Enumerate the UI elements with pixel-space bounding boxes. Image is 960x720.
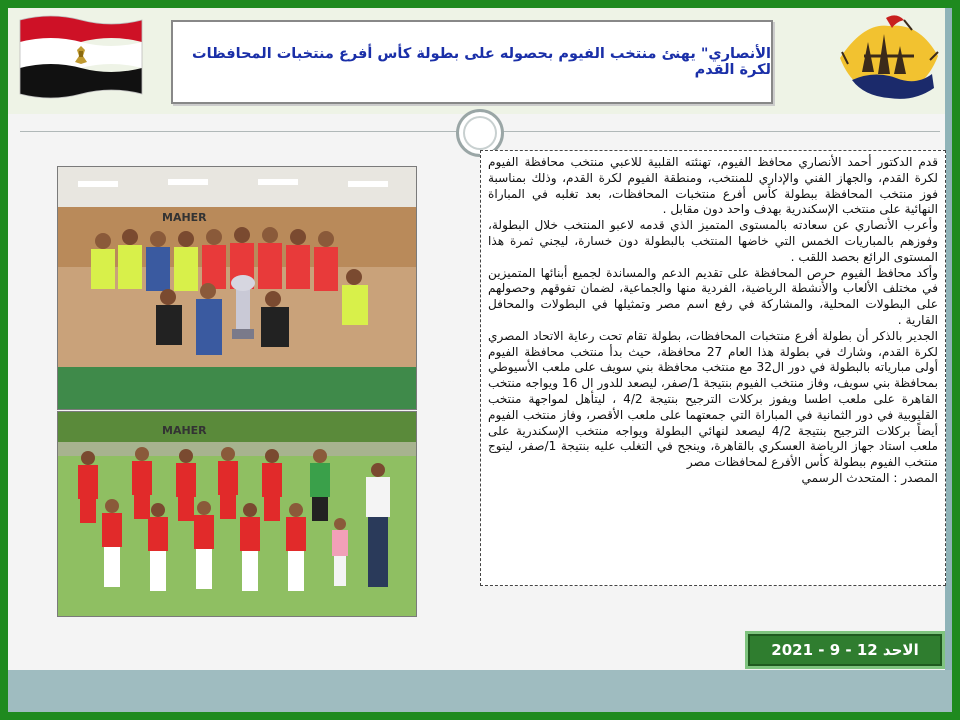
fayoum-governorate-logo-icon <box>834 12 944 104</box>
date-badge <box>745 631 945 669</box>
headline: الأنصاري" يهنئ منتخب الفيوم بحصوله على بطولة كأس أفرع منتخبات المحافظات لكرة القدم <box>192 46 771 78</box>
date-text: الاحد 12 - 9 - 2021 <box>771 641 919 659</box>
article-paragraph: الجدير بالذكر أن بطولة أفرع منتخبات المحافظات، بطولة تقام تحت رعاية الاتحاد المصري لكرة القدم، وشارك في بطولة هذا العام 27 محافظة، حيث بدأ منتخب محافظة الفيوم أولى مبارياته بالبطولة في دور ال32 مع منتخب محافظة بني سويف على ملعب الأسيوطي بمحافظة بني سويف، وفاز منتخب الفيوم بنتيجة 1/صفر، ليصعد للدور ال 16 ويواجه منتخب القاهرة على ملعب اطسا ويفوز بركلات الترجيح بنتيجة 4/2 ، ليتأهل لمواجهة منتخب القليوبية في دور الثمانية في المباراة التي جمعتهما على ملعب الأقصر، وفاز منتخب الفيوم أيضاً بركلات الترجيح بنتيجة 4/2 ليصعد لنهائي البطولة ويواجه منتخب الإسكندرية على ملعب استاد جهاز الرياضة العسكري بالقاهرة، وينجح في التغلب عليه بنتيجة 1/صفر، ليتوج منتخب الفيوم ببطولة كأس الأفرع لمحافظات مصر <box>488 328 939 470</box>
article-paragraph: وأعرب الأنصاري عن سعادته بالمستوى المتميز الذي قدمه لاعبو المنتخب خلال البطولة، وفوزهم بالمباريات الخمس التي خاضها المنتخب بالبطولة دون خسارة، ليجني ثمرة هذا المستوى الرائع بحصد اللقب . <box>488 218 938 264</box>
egypt-flag-icon <box>16 12 146 102</box>
headline-box <box>171 20 773 104</box>
side-band <box>945 8 952 712</box>
article-paragraph: وأكد محافظ الفيوم حرص المحافظة على تقديم الدعم والمساندة لجميع أبنائها المتميزين في مختلف الألعاب والأنشطة الرياضية، الفردية منها والجماعية، لضمان تفوقهم وحصولهم على البطولات المحلية، والمشاركة في رفع اسم مصر وتمثيلها في البطولات والمحافل القارية . <box>488 265 938 327</box>
photo1-banner: MAHER <box>162 211 207 224</box>
footer-band <box>8 670 952 712</box>
article-paragraph: قدم الدكتور أحمد الأنصاري محافظ الفيوم، تهنئته القلبية للاعبي منتخب محافظة الفيوم لكرة القدم، والجهاز الفني والإداري للمنتخب، ومنطقة الفيوم لكرة القدم، وذلك بمناسبة فوز منتخب المحافظة ببطولة كأس أفرع منتخبات المحافظات، بعد تغلبه في المباراة النهائية على منتخب الإسكندرية بهدف واحد دون مقابل . <box>488 155 938 217</box>
article-body <box>480 150 946 586</box>
photo2-banner: MAHER <box>162 424 207 437</box>
article-source: المصدر : المتحدث الرسمي <box>801 470 938 485</box>
team-trophy-photo <box>57 166 417 410</box>
team-lineup-photo <box>57 411 417 617</box>
